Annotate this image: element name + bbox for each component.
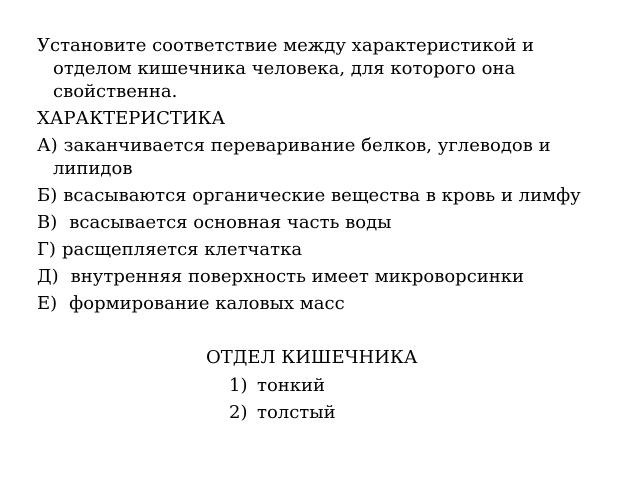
item-letter: Г) [37, 239, 56, 260]
section-option-1 [229, 374, 336, 397]
characteristic-item-e [37, 292, 607, 315]
sections-heading: ОТДЕЛ КИШЕЧНИКА [206, 347, 418, 368]
characteristics-heading: ХАРАКТЕРИСТИКА [37, 108, 226, 129]
task-question: Установите соответствие между характеристикой и отделом кишечника человека, для которого она свойственна. [37, 35, 535, 102]
characteristic-item-g [37, 238, 607, 261]
sections-list [229, 374, 336, 428]
item-letter: Е) [37, 293, 58, 314]
item-letter: А) [37, 135, 58, 156]
item-text: заканчивается переваривание белков, углеводов и липидов [53, 135, 551, 179]
option-text: тонкий [257, 375, 326, 396]
characteristic-item-a [37, 134, 607, 180]
option-number: 2) [229, 402, 248, 423]
characteristic-item-v [37, 211, 607, 234]
item-text: всасывается основная часть воды [69, 212, 392, 233]
item-text: всасываются органические вещества в кровь и лимфу [63, 185, 581, 206]
item-text: расщепляется клетчатка [61, 239, 303, 260]
item-letter: В) [37, 212, 58, 233]
item-text: формирование каловых масс [69, 293, 345, 314]
option-number: 1) [229, 375, 248, 396]
option-text: толстый [257, 402, 336, 423]
characteristic-item-b [37, 184, 607, 207]
characteristic-item-d [37, 265, 607, 288]
section-option-2 [229, 401, 336, 424]
document-body [37, 34, 607, 315]
item-letter: Б) [37, 185, 58, 206]
item-text: внутренняя поверхность имеет микроворсинки [70, 266, 525, 287]
item-letter: Д) [37, 266, 59, 287]
